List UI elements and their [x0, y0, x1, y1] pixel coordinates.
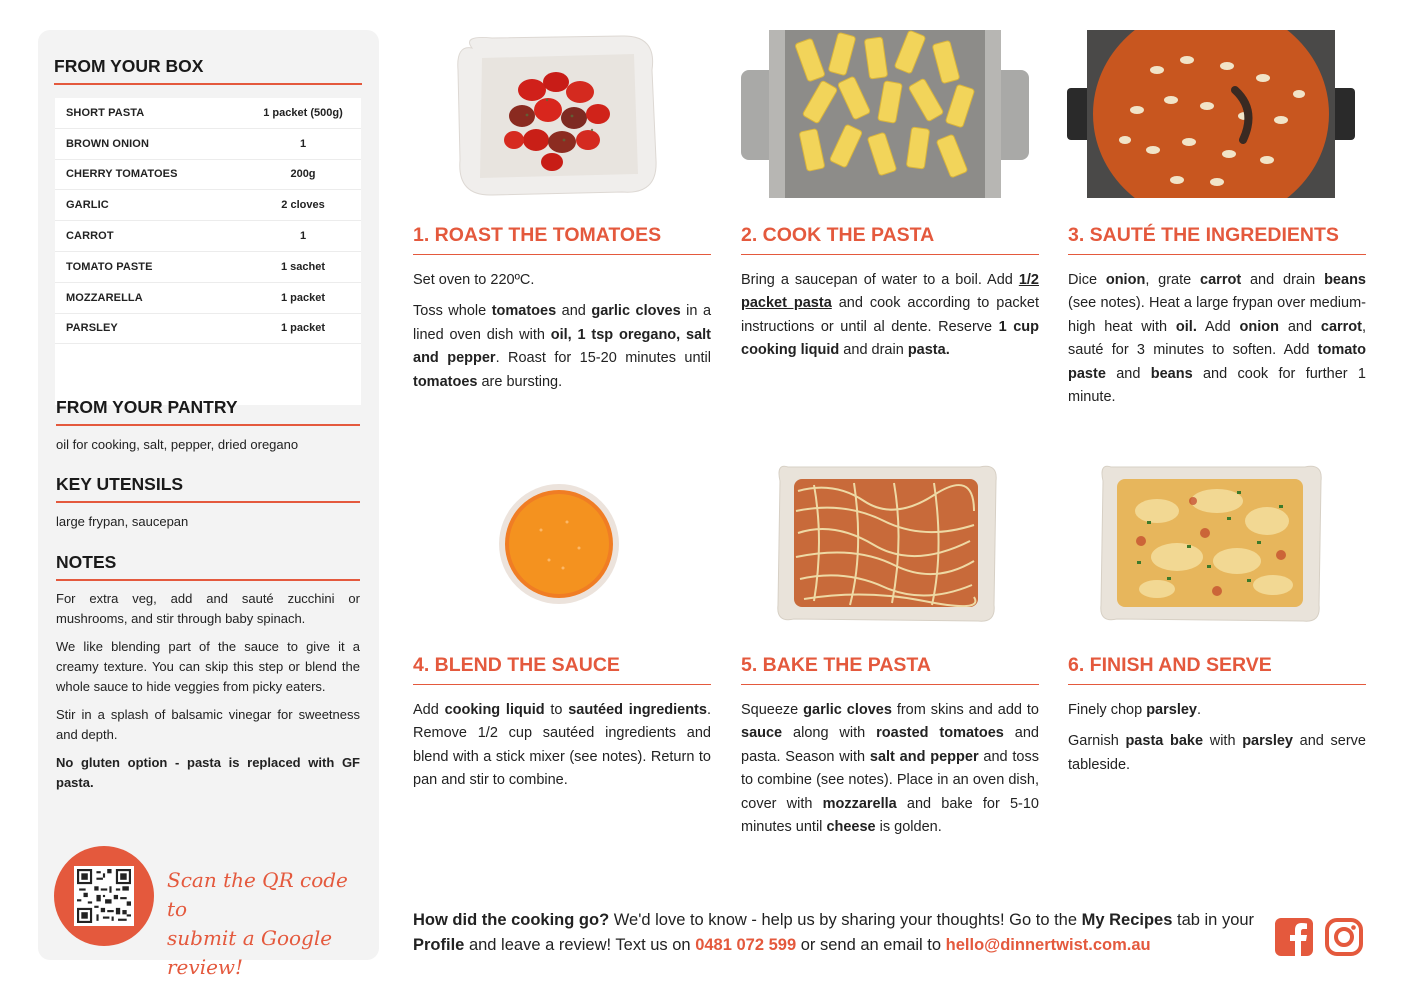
- from-box-title: FROM YOUR BOX: [54, 56, 362, 85]
- box-item-name: PARSLEY: [66, 322, 118, 335]
- step-title: 5. BAKE THE PASTA: [741, 654, 1039, 685]
- note-paragraph: Stir in a splash of balsamic vinegar for sweetness and depth.: [56, 707, 360, 742]
- from-box-table: [55, 98, 361, 405]
- box-item-name: GARLIC: [66, 199, 109, 212]
- utensils-text: large frypan, saucepan: [56, 514, 189, 529]
- box-item: [55, 129, 361, 160]
- step-body: [741, 269, 1039, 363]
- box-item-name: CARROT: [66, 230, 114, 243]
- box-item-qty: 1 packet: [280, 291, 326, 304]
- box-item-name: CHERRY TOMATOES: [66, 168, 178, 181]
- box-item-qty: 1 packet (500g): [263, 106, 343, 119]
- step-title: 2. COOK THE PASTA: [741, 224, 1039, 255]
- step-body: [1068, 269, 1366, 409]
- box-item-name: BROWN ONION: [66, 137, 149, 150]
- step-body: [413, 699, 711, 793]
- qr-caption-line: Scan the QR code to: [167, 868, 348, 921]
- box-item: [55, 98, 361, 129]
- step-2: [741, 224, 1039, 371]
- pasta-bake-finished-image: [1097, 461, 1324, 625]
- box-item-qty: 1 sachet: [280, 260, 326, 273]
- box-item: [55, 221, 361, 252]
- step-paragraph: Bring a saucepan of water to a boil. Add 1/2 packet pasta and cook according to packet instructions or until al dente. Reserve 1 cup cooking liquid and drain pasta.: [741, 272, 1040, 359]
- step-1: [413, 224, 711, 402]
- step-body: [1068, 699, 1366, 777]
- roasted-tomatoes-image: [452, 30, 664, 200]
- step-body: [741, 699, 1039, 839]
- step-4: [413, 654, 711, 801]
- step-paragraph: Squeeze garlic cloves from skins and add to sauce along with roasted tomatoes and pasta. Season with salt and pepper and toss to combine (see notes). Place in an oven dish, cover with mozzarella and bake for 5-10 minutes until cheese is golden.: [741, 702, 1039, 836]
- qr-badge: [54, 846, 154, 946]
- pantry-section: [56, 397, 360, 455]
- step-title: 1. ROAST THE TOMATOES: [413, 224, 711, 255]
- feedback-footer: How did the cooking go? We'd love to know - help us by sharing your thoughts! Go to the My Recipes tab in your Profile and leave a review! Text us on 0481 072 599 or send an email to hello@dinnertwist.com.au: [413, 911, 1255, 954]
- utensils-title: KEY UTENSILS: [56, 474, 360, 503]
- box-item-name: SHORT PASTA: [66, 106, 145, 119]
- box-item-qty: 200g: [290, 168, 316, 181]
- step-paragraph: Dice onion, grate carrot and drain beans (see notes). Heat a large frypan over medium-high heat with oil. Add onion and carrot, sauté for 3 minutes to soften. Add tomato paste and beans and cook for further 1 minute.: [1068, 272, 1367, 406]
- box-item-name: TOMATO PASTE: [66, 260, 153, 273]
- instagram-icon[interactable]: [1325, 918, 1363, 956]
- box-item: [55, 190, 361, 221]
- qr-code-icon[interactable]: [74, 866, 134, 926]
- box-item: [55, 283, 361, 314]
- blended-sauce-image: [497, 482, 621, 606]
- step-5: [741, 654, 1039, 847]
- step-body: [413, 269, 711, 394]
- email-link[interactable]: hello@dinnertwist.com.au: [945, 936, 1151, 954]
- step-title: 6. FINISH AND SERVE: [1068, 654, 1366, 685]
- box-item: [55, 252, 361, 283]
- box-item-qty: 2 cloves: [281, 199, 325, 212]
- qr-caption: [167, 866, 367, 982]
- box-item-qty: 1: [299, 230, 307, 243]
- pasta-bake-unbaked-image: [774, 461, 999, 625]
- step-3: [1068, 224, 1366, 417]
- box-item-qty: 1 packet: [280, 322, 326, 335]
- sidebar: [38, 30, 379, 979]
- pantry-text: oil for cooking, salt, pepper, dried oregano: [56, 437, 299, 452]
- step-paragraph: Garnish pasta bake with parsley and serve tableside.: [1068, 733, 1366, 773]
- step-paragraph: Add cooking liquid to sautéed ingredients. Remove 1/2 cup sautéed ingredients and blend with a stick mixer (see notes). Return to pan and stir to combine.: [413, 702, 711, 789]
- pasta-amount-link: 1/2 packet pasta: [741, 272, 1039, 312]
- pasta-pot-image: [741, 30, 1029, 198]
- facebook-icon[interactable]: [1275, 918, 1313, 956]
- step-6: [1068, 654, 1366, 785]
- box-item: [55, 314, 361, 345]
- saute-frypan-image: [1067, 30, 1355, 198]
- notes-section: [56, 552, 360, 801]
- step-title: 3. SAUTÉ THE INGREDIENTS: [1068, 224, 1366, 255]
- utensils-section: [56, 474, 360, 532]
- box-item-qty: 1: [299, 137, 307, 150]
- step-paragraph: Set oven to 220ºC.: [413, 272, 535, 288]
- note-paragraph: For extra veg, add and sauté zucchini or mushrooms, and stir through baby spinach.: [56, 591, 360, 626]
- notes-title: NOTES: [56, 552, 360, 581]
- qr-caption-line: submit a Google review!: [167, 926, 333, 979]
- box-item-name: MOZZARELLA: [66, 291, 143, 304]
- box-item: [55, 160, 361, 191]
- phone-link[interactable]: 0481 072 599: [695, 936, 797, 954]
- pantry-title: FROM YOUR PANTRY: [56, 397, 360, 426]
- step-paragraph: Finely chop parsley.: [1068, 702, 1202, 718]
- step-title: 4. BLEND THE SAUCE: [413, 654, 711, 685]
- note-paragraph: We like blending part of the sauce to give it a creamy texture. You can skip this step or blend the whole sauce to hide veggies from picky eaters.: [56, 639, 360, 694]
- step-paragraph: Toss whole tomatoes and garlic cloves in a lined oven dish with oil, 1 tsp oregano, salt and pepper. Roast for 15-20 minutes until tomatoes are bursting.: [413, 303, 712, 390]
- note-gluten-option: No gluten option - pasta is replaced with GF pasta.: [56, 755, 360, 790]
